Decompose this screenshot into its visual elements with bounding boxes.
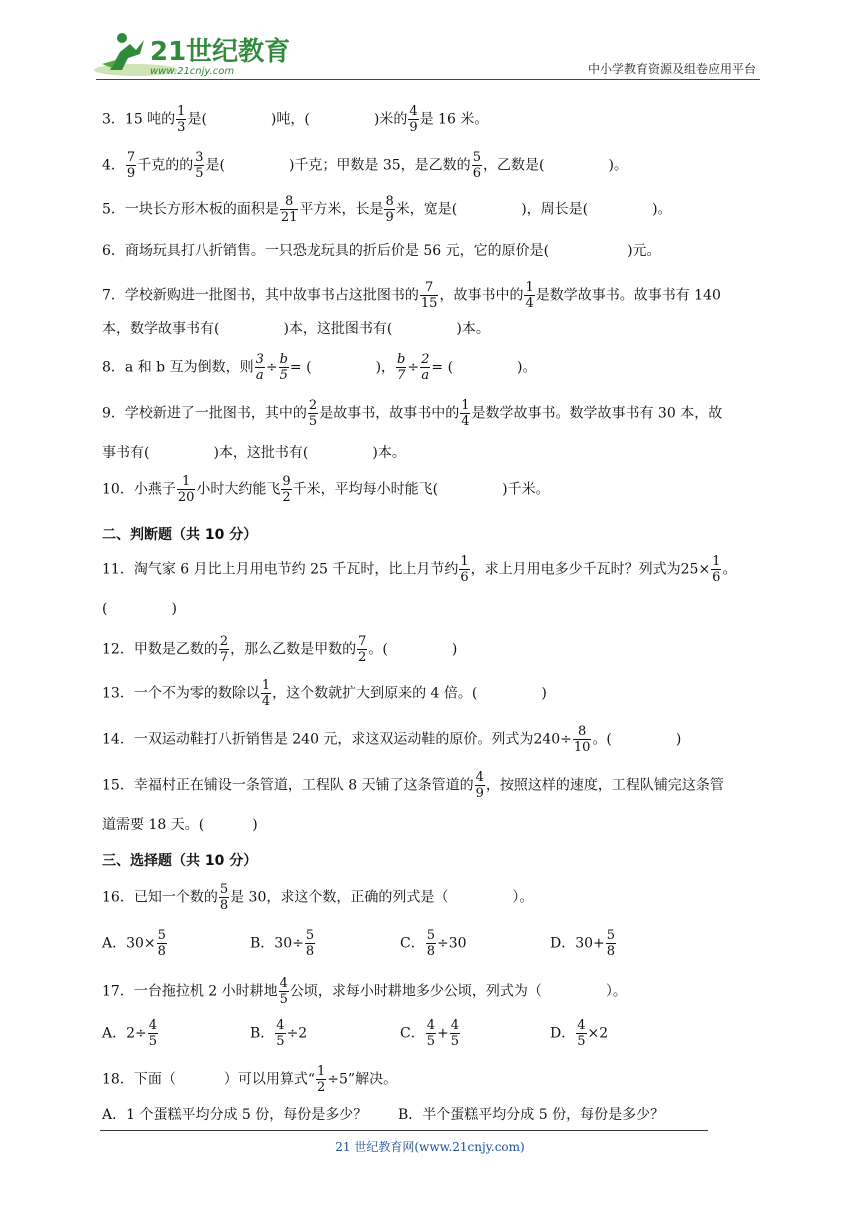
fraction <box>148 1018 158 1049</box>
text-segment: 14．一双运动鞋打八折销售是 240 元，求这双运动鞋的原价。列式为 <box>102 731 534 748</box>
text-segment: 1 <box>317 1064 326 1079</box>
text-segment: 9 <box>282 474 291 489</box>
header-divider <box>96 79 760 80</box>
text-segment: b <box>279 352 288 367</box>
fraction <box>396 352 406 383</box>
text-segment: 7．学校新购进一批图书，其中故事书占这批图书的 <box>102 287 419 304</box>
text-segment: 8 <box>385 194 394 209</box>
text-segment: 是数学故事书。故事书有 140 <box>535 287 721 304</box>
text-segment: 7 <box>358 634 367 649</box>
text-segment: 6 <box>712 570 721 585</box>
text-segment: )米的 <box>373 111 408 128</box>
question-11 <box>102 554 736 585</box>
question-4 <box>102 150 628 181</box>
text-segment: 15．幸福村正在铺设一条管道，工程队 8 天铺了这条管道的 <box>102 777 474 794</box>
text-segment: )。 <box>608 157 628 174</box>
text-segment: 道需要 18 天。( <box>102 817 205 833</box>
text-segment: ) <box>675 731 682 748</box>
text-segment: 千克的的 <box>137 157 194 174</box>
text-segment: ) <box>451 641 458 658</box>
question-11-line-2 <box>102 600 177 618</box>
text-segment: D．30+ <box>550 935 605 952</box>
fraction <box>126 150 136 181</box>
text-segment: 8 <box>305 944 315 959</box>
text-segment: 是( <box>187 111 207 128</box>
text-segment: 4 <box>279 976 288 991</box>
text-segment: 5 <box>426 1034 435 1049</box>
text-segment: 千米，平均每小时能飞( <box>292 481 439 498</box>
fraction <box>261 678 271 709</box>
question-5 <box>102 194 672 225</box>
text-segment: 6．商场玩具打八折销售。一只恐龙玩具的折后价是 56 元，它的原价是( <box>102 243 550 259</box>
text-segment: 3．15 吨的 <box>102 111 176 128</box>
text-segment: 5 <box>279 368 288 383</box>
text-segment: ，求上月用电多少千瓦时？列式为 <box>470 561 681 578</box>
text-segment: B． <box>250 1025 275 1042</box>
text-segment: ) <box>541 685 547 702</box>
text-segment: )本，这批图书有( <box>283 321 393 337</box>
option-18-b[interactable]: B．半个蛋糕平均分成 5 份，每份是多少？ <box>398 1107 665 1123</box>
fraction <box>420 280 439 311</box>
fraction <box>279 976 289 1007</box>
text-segment: 4 <box>475 770 484 785</box>
option-16-b[interactable] <box>250 928 316 959</box>
text-segment: )元。 <box>627 243 661 259</box>
fraction <box>384 194 394 225</box>
fraction <box>450 1018 460 1049</box>
fraction <box>573 724 592 755</box>
question-10 <box>102 474 550 505</box>
text-segment: = ( <box>289 359 312 376</box>
text-segment: 5 <box>577 1034 586 1049</box>
text-segment: 平方米，长是 <box>299 201 384 218</box>
text-segment: ）。 <box>605 983 627 1000</box>
text-segment: ) <box>171 601 177 617</box>
text-segment: ，那么乙数是甲数的 <box>230 641 357 658</box>
fraction <box>606 928 616 959</box>
text-segment: 8 <box>157 944 166 959</box>
text-segment: b <box>397 352 406 367</box>
text-segment: 5 <box>450 1034 460 1049</box>
fraction <box>305 928 315 959</box>
text-segment: ，故事书中的 <box>439 287 524 304</box>
option-17-c[interactable] <box>400 1018 461 1049</box>
text-segment: 13．一个不为零的数除以 <box>102 685 260 702</box>
text-segment: 4． <box>102 157 125 174</box>
fraction <box>316 1064 326 1095</box>
text-segment: 6 <box>460 570 469 585</box>
text-segment: 5 <box>276 1034 285 1049</box>
fraction <box>219 634 229 665</box>
question-3 <box>102 104 488 135</box>
platform-name: 中小学教育资源及组卷应用平台 <box>587 62 756 76</box>
fraction <box>157 928 167 959</box>
option-17-d[interactable] <box>550 1018 608 1049</box>
text-segment: 9 <box>475 786 484 801</box>
text-segment: ÷5 <box>327 1071 348 1088</box>
page-header <box>0 0 860 86</box>
fraction <box>711 554 721 585</box>
text-segment: )。 <box>652 201 672 218</box>
question-14 <box>102 724 681 755</box>
question-18 <box>102 1064 397 1095</box>
text-segment: 是数学故事书。数学故事书有 30 本，故 <box>471 405 723 422</box>
text-segment: C． <box>400 1025 425 1042</box>
text-segment: 9．学校新进了一批图书，其中的 <box>102 405 307 422</box>
fraction <box>308 398 318 429</box>
fraction <box>255 352 265 383</box>
text-segment: 8 <box>285 194 294 209</box>
fraction <box>280 194 299 225</box>
question-13 <box>102 678 547 709</box>
text-segment: 5 <box>472 150 481 165</box>
fraction <box>176 104 186 135</box>
fraction <box>408 104 418 135</box>
text-segment: )千克；甲数是 35，是乙数的 <box>288 157 471 174</box>
text-segment: 10．小燕子 <box>102 481 176 498</box>
fraction <box>524 280 534 311</box>
option-16-d[interactable] <box>550 928 617 959</box>
text-segment: 4 <box>461 414 470 429</box>
question-6 <box>102 242 661 260</box>
text-segment: 5 <box>426 928 435 943</box>
text-segment: 7 <box>397 368 406 383</box>
text-segment: 240÷ <box>533 731 572 748</box>
text-segment: 4 <box>450 1018 460 1033</box>
fraction <box>472 150 482 181</box>
text-segment: 2 <box>282 490 291 505</box>
text-segment: 4 <box>577 1018 586 1033</box>
question-8 <box>102 352 537 383</box>
option-17-a[interactable] <box>102 1018 159 1049</box>
text-segment: 公顷，求每小时耕地多少公顷，列式为（ <box>289 983 542 1000</box>
footer-text[interactable]: 21 世纪教育网(www.21cnjy.com) <box>335 1140 525 1154</box>
question-7-line-2 <box>102 320 490 338</box>
text-segment: 11．淘气家 6 月比上月用电节约 25 千瓦时，比上月节约 <box>102 561 459 578</box>
question-9 <box>102 398 722 429</box>
text-segment: ÷30 <box>437 935 467 952</box>
text-segment: ”解决。 <box>347 1071 398 1088</box>
section-title-judge: 二、判断题（共 10 分） <box>102 527 258 543</box>
text-segment: 5 <box>606 928 616 943</box>
text-segment: 1 <box>261 678 271 693</box>
option-17-b[interactable] <box>250 1018 307 1049</box>
text-segment: 7 <box>219 650 229 665</box>
question-16 <box>102 882 533 913</box>
text-segment: 。 <box>722 561 737 578</box>
text-segment: 2 <box>421 352 430 367</box>
text-segment: )吨，( <box>270 111 310 128</box>
text-segment: 3 <box>255 352 264 367</box>
text-segment: 12．甲数是乙数的 <box>102 641 218 658</box>
text-segment: 8 <box>219 898 229 913</box>
text-segment: 5 <box>195 166 204 181</box>
question-15 <box>102 770 724 801</box>
text-segment: )。 <box>517 359 537 376</box>
text-segment: 8 <box>578 724 587 739</box>
text-segment: 1 <box>177 104 186 119</box>
text-segment: 2 <box>308 398 318 413</box>
fraction <box>275 1018 285 1049</box>
text-segment: 10 <box>573 740 591 755</box>
text-segment: 小时大约能飞 <box>196 481 281 498</box>
fraction <box>279 352 289 383</box>
text-segment: a <box>255 368 264 383</box>
fraction <box>426 1018 436 1049</box>
text-segment: 6 <box>472 166 481 181</box>
text-segment: 1 <box>525 280 534 295</box>
fraction <box>475 770 485 801</box>
text-segment: 。( <box>592 731 612 748</box>
text-segment: 8 <box>426 944 435 959</box>
text-segment: ，这个数就扩大到原来的 4 倍。( <box>272 685 478 702</box>
text-segment: 5 <box>308 414 318 429</box>
text-segment: ）。 <box>512 889 534 906</box>
text-segment: 。( <box>368 641 388 658</box>
question-9-line-2 <box>102 444 406 462</box>
text-segment: )千米。 <box>502 481 550 498</box>
text-segment: 2 <box>219 634 229 649</box>
text-segment: 4 <box>525 296 534 311</box>
text-segment: ，按照这样的速度，工程队铺完这条管 <box>485 777 724 794</box>
option-18-a[interactable]: A．1 个蛋糕平均分成 5 份，每份是多少？ <box>102 1107 368 1123</box>
option-16-a[interactable] <box>102 928 168 959</box>
text-segment: 米，宽是( <box>395 201 458 218</box>
text-segment: 4 <box>148 1018 158 1033</box>
text-segment: 1 <box>181 474 191 489</box>
fraction <box>460 398 470 429</box>
text-segment: 是 16 米。 <box>419 111 489 128</box>
text-segment: = ( <box>431 359 454 376</box>
text-segment: 21 <box>280 210 298 225</box>
fraction <box>357 634 367 665</box>
text-segment: 21世纪教育 <box>150 37 291 67</box>
text-segment: )本。 <box>456 321 490 337</box>
text-segment: 5 <box>157 928 166 943</box>
text-segment: 8．a 和 b 互为倒数，则 <box>102 359 254 376</box>
text-segment: 是( <box>205 157 225 174</box>
text-segment: 4 <box>261 694 271 709</box>
text-segment: 5 <box>219 882 229 897</box>
text-segment: 是故事书，故事书中的 <box>319 405 460 422</box>
fraction <box>426 928 436 959</box>
text-segment: )本，这批书有( <box>213 445 309 461</box>
text-segment: 1 <box>461 398 470 413</box>
option-16-c[interactable] <box>400 928 467 959</box>
text-segment: )本。 <box>372 445 406 461</box>
text-segment: ，乙数是( <box>482 157 545 174</box>
text-segment: 9 <box>409 120 418 135</box>
text-segment: D． <box>550 1025 576 1042</box>
text-segment: B．30÷ <box>250 935 304 952</box>
text-segment: C． <box>400 935 425 952</box>
text-segment: )，周长是( <box>521 201 589 218</box>
text-segment: 1 <box>460 554 469 569</box>
logo-21cnjy <box>92 30 291 82</box>
fraction <box>281 474 291 505</box>
fraction <box>576 1018 586 1049</box>
text-segment: 5 <box>305 928 315 943</box>
text-segment: 事书有( <box>102 445 150 461</box>
text-segment: www.21cnjy.com <box>150 66 235 77</box>
fraction <box>420 352 430 383</box>
text-segment: ×2 <box>587 1025 609 1042</box>
question-17 <box>102 976 627 1007</box>
text-segment: 2 <box>317 1080 326 1095</box>
text-segment: A．30× <box>102 935 156 952</box>
fraction <box>177 474 196 505</box>
fraction <box>194 150 204 181</box>
text-segment: 16．已知一个数的 <box>102 889 218 906</box>
text-segment: ( <box>102 601 108 617</box>
text-segment: 25× <box>680 561 711 578</box>
text-segment: 8 <box>606 944 616 959</box>
fraction <box>219 882 229 913</box>
text-segment: 本，数学故事书有( <box>102 321 220 337</box>
text-segment: 18．下面（ <box>102 1071 176 1088</box>
text-segment: 1 <box>712 554 721 569</box>
question-7 <box>102 280 721 311</box>
fraction <box>459 554 469 585</box>
text-segment: 3 <box>195 150 204 165</box>
footer-divider <box>100 1130 708 1131</box>
text-segment: ）可以用算式“ <box>223 1071 315 1088</box>
text-segment: a <box>421 368 430 383</box>
text-segment: 9 <box>385 210 394 225</box>
text-segment: 5 <box>148 1034 158 1049</box>
text-segment: ) <box>252 817 258 833</box>
question-12 <box>102 634 457 665</box>
text-segment: 7 <box>126 150 136 165</box>
text-segment: 17．一台拖拉机 2 小时耕地 <box>102 983 278 1000</box>
text-segment: )， <box>375 359 396 376</box>
text-segment: 15 <box>420 296 438 311</box>
text-segment: 9 <box>126 166 136 181</box>
text-segment: 4 <box>276 1018 285 1033</box>
text-segment: 3 <box>177 120 186 135</box>
text-segment: ÷2 <box>286 1025 308 1042</box>
text-segment: ÷ <box>407 359 420 376</box>
text-segment: 7 <box>425 280 434 295</box>
text-segment: 4 <box>409 104 418 119</box>
text-segment: 20 <box>177 490 195 505</box>
text-segment: A．2÷ <box>102 1025 147 1042</box>
text-segment: 4 <box>426 1018 435 1033</box>
question-15-line-2 <box>102 816 258 834</box>
text-segment: + <box>437 1025 449 1042</box>
text-segment: ÷ <box>265 359 278 376</box>
section-title-choice: 三、选择题（共 10 分） <box>102 853 258 869</box>
text-segment: 2 <box>358 650 367 665</box>
text-segment: 5 <box>279 992 288 1007</box>
text-segment: 是 30，求这个数，正确的列式是（ <box>230 889 449 906</box>
text-segment: 5．一块长方形木板的面积是 <box>102 201 279 218</box>
